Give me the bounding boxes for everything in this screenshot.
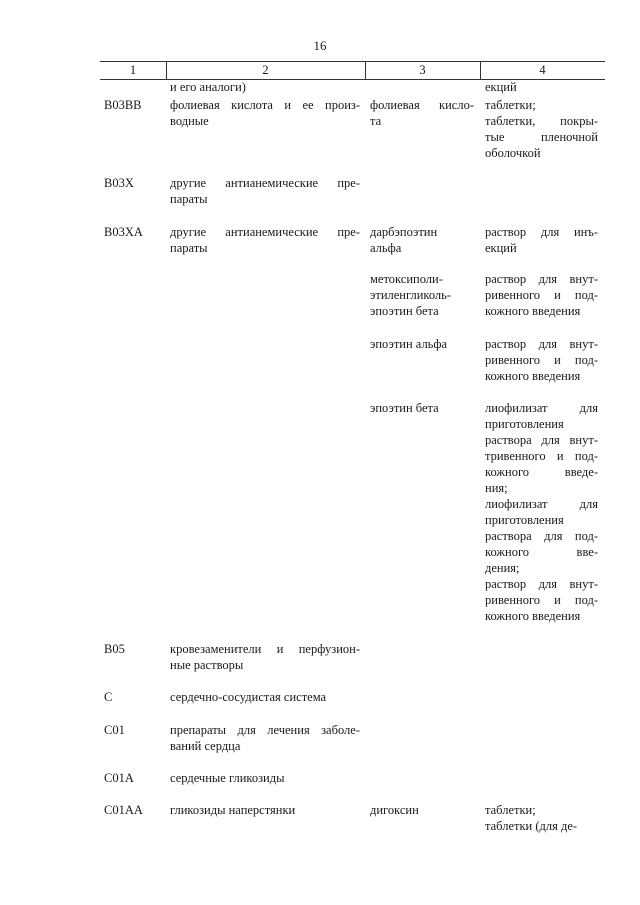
- header-col-1: 1: [129, 63, 137, 77]
- header-col-4: 4: [539, 63, 546, 77]
- cell-line: кожного введения: [485, 304, 581, 318]
- cell-name: [170, 722, 360, 754]
- cell-drug: [370, 224, 474, 256]
- cell-line: кровезаменители и перфузион-: [170, 642, 360, 656]
- cell-drug: [370, 400, 474, 416]
- cell-line: другие антианемические пре-: [170, 176, 360, 190]
- cell-line: тривенного и под-: [485, 449, 598, 463]
- cell-line: лиофилизат для: [485, 401, 598, 415]
- cell-code: [104, 722, 164, 738]
- cell-line: B03X: [104, 176, 134, 190]
- cell-line: таблетки;: [485, 803, 536, 817]
- cell-line: кожного введения: [485, 609, 581, 623]
- cell-line: параты: [170, 241, 208, 255]
- cell-line: кожного введе-: [485, 465, 598, 479]
- cell-code: [104, 224, 164, 240]
- cell-drug: [370, 271, 474, 319]
- cell-line: эпоэтин бета: [370, 401, 439, 415]
- table-header: [100, 61, 605, 80]
- cell-line: ния;: [485, 481, 508, 495]
- cell-code: [104, 689, 164, 705]
- cell-line: раствор для инъ-: [485, 225, 598, 239]
- cell-name: [170, 175, 360, 207]
- cell-line: эпоэтин альфа: [370, 337, 448, 351]
- cell-line: и его аналоги): [170, 80, 246, 94]
- cell-line: лиофилизат для: [485, 497, 598, 511]
- cell-line: эпоэтин бета: [370, 304, 439, 318]
- cell-name: [170, 97, 360, 129]
- cell-name: [170, 689, 360, 705]
- cell-form: [485, 271, 598, 319]
- cell-code: [104, 175, 164, 191]
- cell-line: препараты для лечения заболе-: [170, 723, 360, 737]
- cell-line: фолиевая кисло-: [370, 98, 474, 112]
- cell-line: тые пленочной: [485, 130, 598, 144]
- cell-line: екций: [485, 80, 517, 94]
- page-number: 16: [313, 38, 327, 53]
- cell-line: дарбэпоэтин: [370, 225, 438, 239]
- cell-line: раствор для внут-: [485, 337, 598, 351]
- cell-line: оболочкой: [485, 146, 541, 160]
- cell-form: [485, 336, 598, 384]
- cell-name: [170, 802, 360, 818]
- cell-line: C: [104, 690, 113, 704]
- cell-line: фолиевая кислота и ее произ-: [170, 98, 360, 112]
- cell-line: дения;: [485, 561, 520, 575]
- cell-line: приготовления: [485, 417, 564, 431]
- cell-line: C01: [104, 723, 125, 737]
- cell-line: раствора для внут-: [485, 433, 598, 447]
- cell-line: кожного вве-: [485, 545, 598, 559]
- header-col-2: 2: [262, 63, 269, 77]
- cell-line: водные: [170, 114, 209, 128]
- cell-line: ривенного и под-: [485, 593, 598, 607]
- cell-name: [170, 224, 360, 256]
- cell-line: ваний сердца: [170, 739, 241, 753]
- cell-drug: [370, 802, 474, 818]
- cell-line: дигоксин: [370, 803, 419, 817]
- cell-line: раствор для внут-: [485, 577, 598, 591]
- cell-line: ные растворы: [170, 658, 244, 672]
- cell-code: [104, 641, 164, 657]
- cell-drug: [370, 336, 474, 352]
- cell-code: [104, 770, 164, 786]
- cell-line: та: [370, 114, 382, 128]
- cell-line: приготовления: [485, 513, 564, 527]
- cell-line: B05: [104, 642, 125, 656]
- cell-drug: [370, 97, 474, 129]
- cell-line: метоксиполи-: [370, 272, 443, 286]
- cell-name: [170, 770, 360, 786]
- cell-line: другие антианемические пре-: [170, 225, 360, 239]
- cell-line: B03BB: [104, 98, 142, 112]
- cell-line: C01A: [104, 771, 134, 785]
- cell-line: B03XA: [104, 225, 143, 239]
- cell-line: параты: [170, 192, 208, 206]
- cell-line: сердечно-сосудистая система: [170, 690, 327, 704]
- cell-line: сердечные гликозиды: [170, 771, 285, 785]
- cell-line: ривенного и под-: [485, 353, 598, 367]
- cell-form: [485, 79, 598, 95]
- cell-line: кожного введения: [485, 369, 581, 383]
- header-col-3: 3: [419, 63, 426, 77]
- cell-line: ривенного и под-: [485, 288, 598, 302]
- cell-form: [485, 97, 598, 161]
- cell-line: раствора для под-: [485, 529, 598, 543]
- cell-form: [485, 400, 598, 624]
- cell-line: гликозиды наперстянки: [170, 803, 296, 817]
- cell-line: этиленгликоль-: [370, 288, 452, 302]
- cell-code: [104, 802, 164, 818]
- cell-line: таблетки;: [485, 98, 536, 112]
- cell-form: [485, 802, 598, 834]
- cell-line: раствор для внут-: [485, 272, 598, 286]
- cell-form: [485, 224, 598, 256]
- cell-line: альфа: [370, 241, 402, 255]
- cell-line: таблетки, покры-: [485, 114, 598, 128]
- cell-line: екций: [485, 241, 517, 255]
- cell-line: C01AA: [104, 803, 143, 817]
- cell-name: [170, 641, 360, 673]
- cell-code: [104, 97, 164, 113]
- cell-line: таблетки (для де-: [485, 819, 578, 833]
- cell-name: [170, 79, 360, 95]
